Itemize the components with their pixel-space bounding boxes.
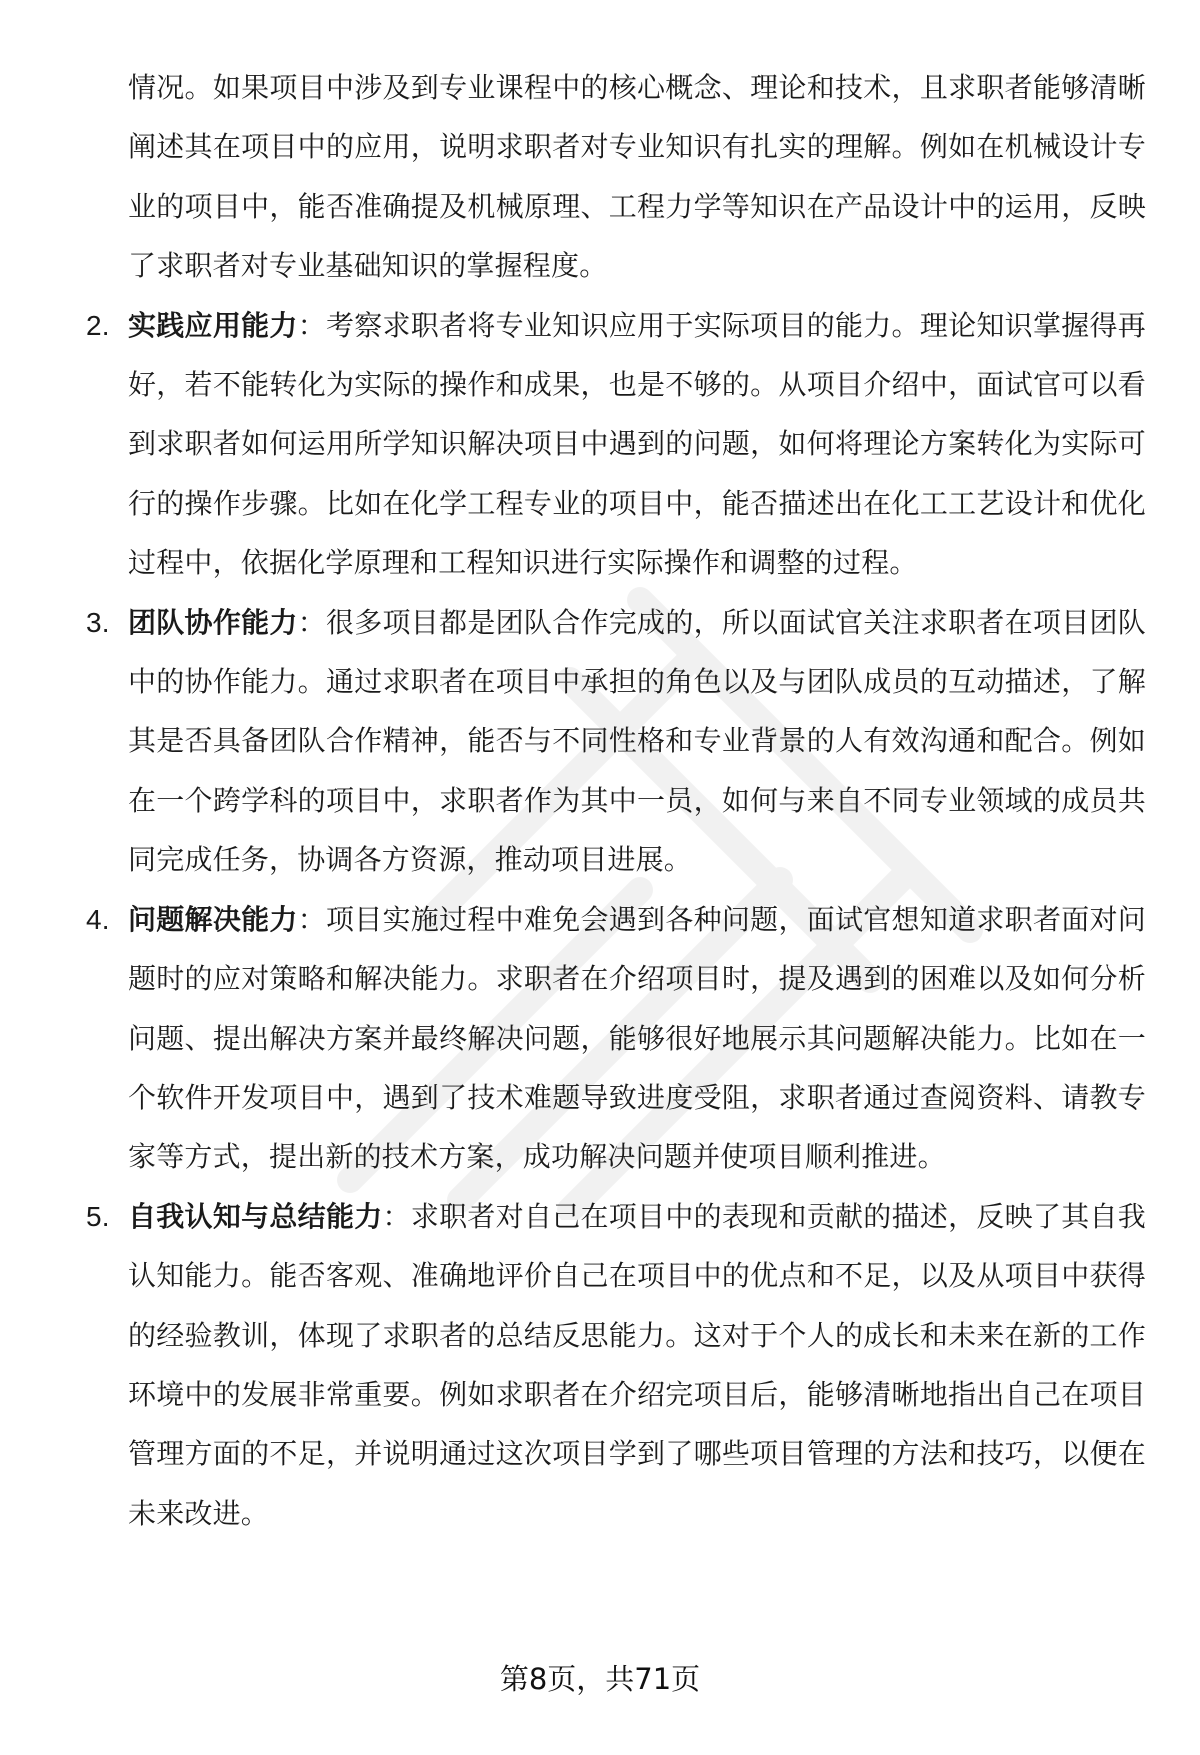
list-item — [86, 890, 1146, 1187]
list-item-number: 5. — [86, 1200, 110, 1232]
list-item-separator: ： — [297, 902, 326, 936]
list-item-text: 求职者对自己在项目中的表现和贡献的描述，反映了其自我认知能力。能否客观、准确地评价自己在项目中的优点和不足，以及从项目中获得的经验教训，体现了求职者的总结反思能力。这对于个人的成长和未来在新的工作环境中的发展非常重要。例如求职者在介绍完项目后，能够清晰地指出自己在项目管理方面的不足，并说明通过这次项目学到了哪些项目管理的方法和技巧，以便在未来改进。 — [128, 1199, 1147, 1530]
list-item-heading: 团队协作能力 — [128, 605, 298, 639]
list-item-number: 3. — [86, 606, 110, 638]
document-body — [86, 58, 1146, 1543]
list-item-separator: ： — [297, 605, 326, 639]
list-item-text: 项目实施过程中难免会遇到各种问题，面试官想知道求职者面对问题时的应对策略和解决能力。求职者在介绍项目时，提及遇到的困难以及如何分析问题、提出解决方案并最终解决问题，能够很好地展示其问题解决能力。比如在一个软件开发项目中，遇到了技术难题导致进度受阻，求职者通过查阅资料、请教专家等方式，提出新的技术方案，成功解决问题并使项目顺利推进。 — [128, 902, 1146, 1174]
list-item-text: 很多项目都是团队合作完成的，所以面试官关注求职者在项目团队中的协作能力。通过求职者在项目中承担的角色以及与团队成员的互动描述，了解其是否具备团队合作精神，能否与不同性格和专业背景的人有效沟通和配合。例如在一个跨学科的项目中，求职者作为其中一员，如何与来自不同专业领域的成员共同完成任务，协调各方资源，推动项目进展。 — [128, 605, 1146, 877]
list-item-text: 考察求职者将专业知识应用于实际项目的能力。理论知识掌握得再好，若不能转化为实际的操作和成果，也是不够的。从项目介绍中，面试官可以看到求职者如何运用所学知识解决项目中遇到的问题，如何将理论方案转化为实际可行的操作步骤。比如在化学工程专业的项目中，能否描述出在化工工艺设计和优化过程中，依据化学原理和工程知识进行实际操作和调整的过程。 — [128, 308, 1146, 580]
list-item-separator: ： — [297, 308, 326, 342]
list-item-heading: 问题解决能力 — [128, 902, 298, 936]
list-item-separator: ： — [382, 1199, 411, 1233]
list-item — [86, 296, 1146, 593]
list-item-number: 4. — [86, 903, 110, 935]
list-item-number: 2. — [86, 309, 110, 341]
page-number-footer: 第8页，共71页 — [499, 1662, 701, 1696]
list-item-heading: 实践应用能力 — [128, 308, 298, 342]
list-item-heading: 自我认知与总结能力 — [128, 1199, 383, 1233]
list-item — [86, 1187, 1146, 1543]
intro-paragraph: 情况。如果项目中涉及到专业课程中的核心概念、理论和技术，且求职者能够清晰阐述其在项目中的应用，说明求职者对专业知识有扎实的理解。例如在机械设计专业的项目中，能否准确提及机械原理、工程力学等知识在产品设计中的运用，反映了求职者对专业基础知识的掌握程度。 — [128, 71, 1146, 283]
list-item — [86, 593, 1146, 890]
